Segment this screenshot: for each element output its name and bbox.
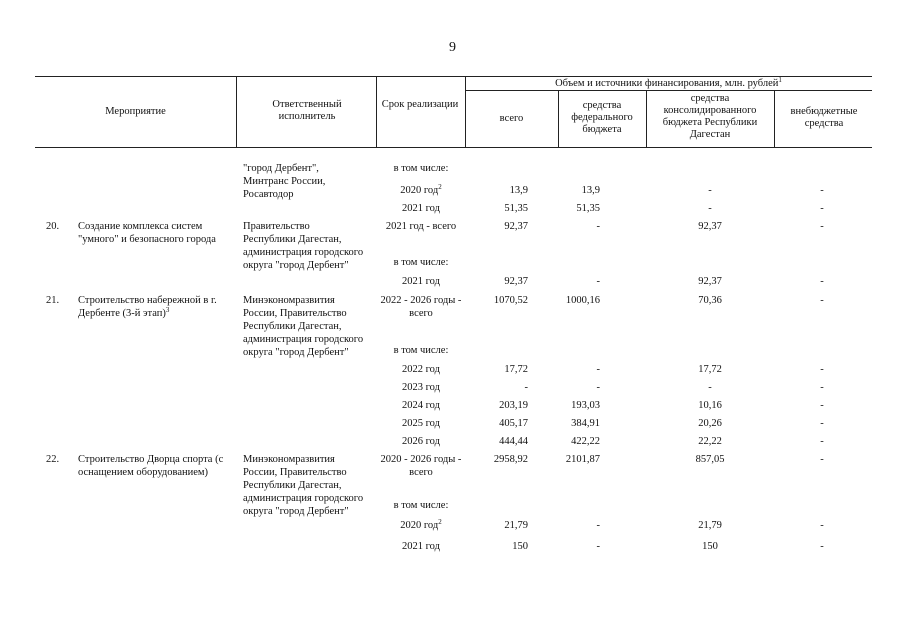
extra-value: - — [820, 185, 824, 196]
item-executor: "город Дербент", Минтранс России, Росавтодор — [243, 163, 326, 200]
term-text: 2021 год — [402, 203, 440, 214]
item-executor: Минэкономразвития России, Правительство Республики Дагестан, администрация городского округа "город Дербент" — [243, 454, 364, 517]
header-divider — [774, 90, 775, 147]
term-text: 2020 год — [400, 520, 439, 531]
term-text: 2020 - 2026 годы - всего — [380, 454, 462, 478]
footnote-mark: 3 — [165, 306, 170, 314]
header-bottom-rule — [35, 147, 872, 148]
regional-value: 857,05 — [695, 454, 725, 465]
funding-group-rule — [465, 90, 872, 91]
federal-value: 51,35 — [576, 203, 600, 214]
header-event: Мероприятие — [105, 106, 166, 117]
total-value: 405,17 — [499, 418, 528, 429]
item-name-text: Строительство Дворца спорта (с оснащением оборудованием) — [78, 454, 224, 478]
header-term: Срок реализации — [381, 99, 459, 110]
header-federal: средства федерального бюджета — [571, 100, 633, 135]
term-cell — [379, 256, 463, 269]
item-number: 21. — [46, 295, 60, 306]
extra-value: - — [820, 520, 824, 531]
term-text: 2021 год - всего — [385, 221, 457, 232]
total-value: 21,79 — [504, 520, 528, 531]
term-text: 2022 год — [402, 364, 440, 375]
header-executor: Ответственный исполнитель — [272, 99, 342, 122]
header-divider — [376, 76, 377, 147]
term-cell — [379, 363, 463, 376]
header-funding-group — [465, 78, 872, 90]
header-divider — [558, 90, 559, 147]
federal-value: 1000,16 — [565, 295, 600, 306]
extra-value: - — [820, 418, 824, 429]
federal-value: - — [596, 221, 600, 232]
item-name-text: Создание комплекса систем "умного" и безопасного города — [78, 221, 216, 245]
term-cell — [379, 540, 463, 553]
federal-value: - — [596, 276, 600, 287]
total-value: 92,37 — [504, 276, 528, 287]
total-value: 1070,52 — [493, 295, 528, 306]
item-executor: Минэкономразвития России, Правительство Республики Дагестан, администрация городского округа "город Дербент" — [243, 295, 364, 358]
federal-value: - — [596, 364, 600, 375]
term-cell — [379, 453, 463, 479]
federal-value: 2101,87 — [565, 454, 600, 465]
footnote-mark: 1 — [778, 76, 782, 84]
regional-value: 17,72 — [698, 364, 722, 375]
term-cell — [379, 399, 463, 412]
term-text: 2020 год — [400, 185, 439, 196]
extra-value: - — [820, 541, 824, 552]
term-text: в том числе: — [393, 345, 449, 356]
total-value: - — [524, 382, 528, 393]
term-cell — [379, 220, 463, 233]
term-cell — [379, 162, 463, 175]
item-name — [78, 294, 230, 320]
federal-value: 384,91 — [571, 418, 600, 429]
term-cell — [379, 184, 463, 197]
header-divider — [646, 90, 647, 147]
total-value: 17,72 — [504, 364, 528, 375]
header-funding-group-label: Объем и источники финансирования, млн. рублей — [555, 78, 779, 89]
page-number: 9 — [449, 40, 456, 55]
footnote-mark: 2 — [438, 183, 442, 191]
regional-value: 92,37 — [698, 276, 722, 287]
item-executor: Правительство Республики Дагестан, администрация городского округа "город Дербент" — [243, 221, 364, 271]
federal-value: - — [596, 520, 600, 531]
extra-value: - — [820, 436, 824, 447]
federal-value: 13,9 — [581, 185, 600, 196]
term-cell — [379, 294, 463, 320]
total-value: 150 — [512, 541, 528, 552]
extra-value: - — [820, 400, 824, 411]
regional-value: 70,36 — [698, 295, 722, 306]
regional-value: - — [708, 203, 712, 214]
term-text: 2022 - 2026 годы - всего — [380, 295, 462, 319]
item-name — [78, 453, 230, 479]
term-cell — [379, 417, 463, 430]
term-cell — [379, 344, 463, 357]
total-value: 2958,92 — [493, 454, 528, 465]
extra-value: - — [820, 221, 824, 232]
federal-value: 422,22 — [571, 436, 600, 447]
extra-value: - — [820, 295, 824, 306]
term-cell — [379, 435, 463, 448]
extra-value: - — [820, 364, 824, 375]
total-value: 92,37 — [504, 221, 528, 232]
extra-value: - — [820, 382, 824, 393]
regional-value: 92,37 — [698, 221, 722, 232]
regional-value: - — [708, 382, 712, 393]
item-number: 20. — [46, 221, 60, 232]
term-cell — [379, 275, 463, 288]
federal-value: - — [596, 382, 600, 393]
regional-value: 22,22 — [698, 436, 722, 447]
term-text: 2021 год — [402, 541, 440, 552]
regional-value: 21,79 — [698, 520, 722, 531]
term-text: 2023 год — [402, 382, 440, 393]
total-value: 203,19 — [499, 400, 528, 411]
header-regional: средства консолидированного бюджета Республики Дагестан — [662, 93, 758, 140]
federal-value: - — [596, 541, 600, 552]
term-text: в том числе: — [393, 163, 449, 174]
term-cell — [379, 499, 463, 512]
item-number: 22. — [46, 454, 60, 465]
regional-value: - — [708, 185, 712, 196]
term-cell — [379, 519, 463, 532]
regional-value: 10,16 — [698, 400, 722, 411]
term-text: 2024 год — [402, 400, 440, 411]
total-value: 444,44 — [499, 436, 528, 447]
regional-value: 150 — [702, 541, 718, 552]
extra-value: - — [820, 276, 824, 287]
header-total: всего — [499, 113, 524, 124]
header-top-rule — [35, 76, 872, 77]
term-text: 2021 год — [402, 276, 440, 287]
extra-value: - — [820, 454, 824, 465]
item-name-text: Строительство набережной в г. Дербенте (3-й этап) — [78, 295, 217, 319]
extra-value: - — [820, 203, 824, 214]
total-value: 13,9 — [509, 185, 528, 196]
term-text: 2026 год — [402, 436, 440, 447]
footnote-mark: 2 — [438, 518, 442, 526]
total-value: 51,35 — [504, 203, 528, 214]
header-extra: внебюджетные средства — [790, 106, 858, 129]
term-text: 2025 год — [402, 418, 440, 429]
term-text: в том числе: — [393, 500, 449, 511]
regional-value: 20,26 — [698, 418, 722, 429]
item-name — [78, 220, 230, 246]
term-cell — [379, 202, 463, 215]
header-divider — [236, 76, 237, 147]
federal-value: 193,03 — [571, 400, 600, 411]
term-cell — [379, 381, 463, 394]
term-text: в том числе: — [393, 257, 449, 268]
